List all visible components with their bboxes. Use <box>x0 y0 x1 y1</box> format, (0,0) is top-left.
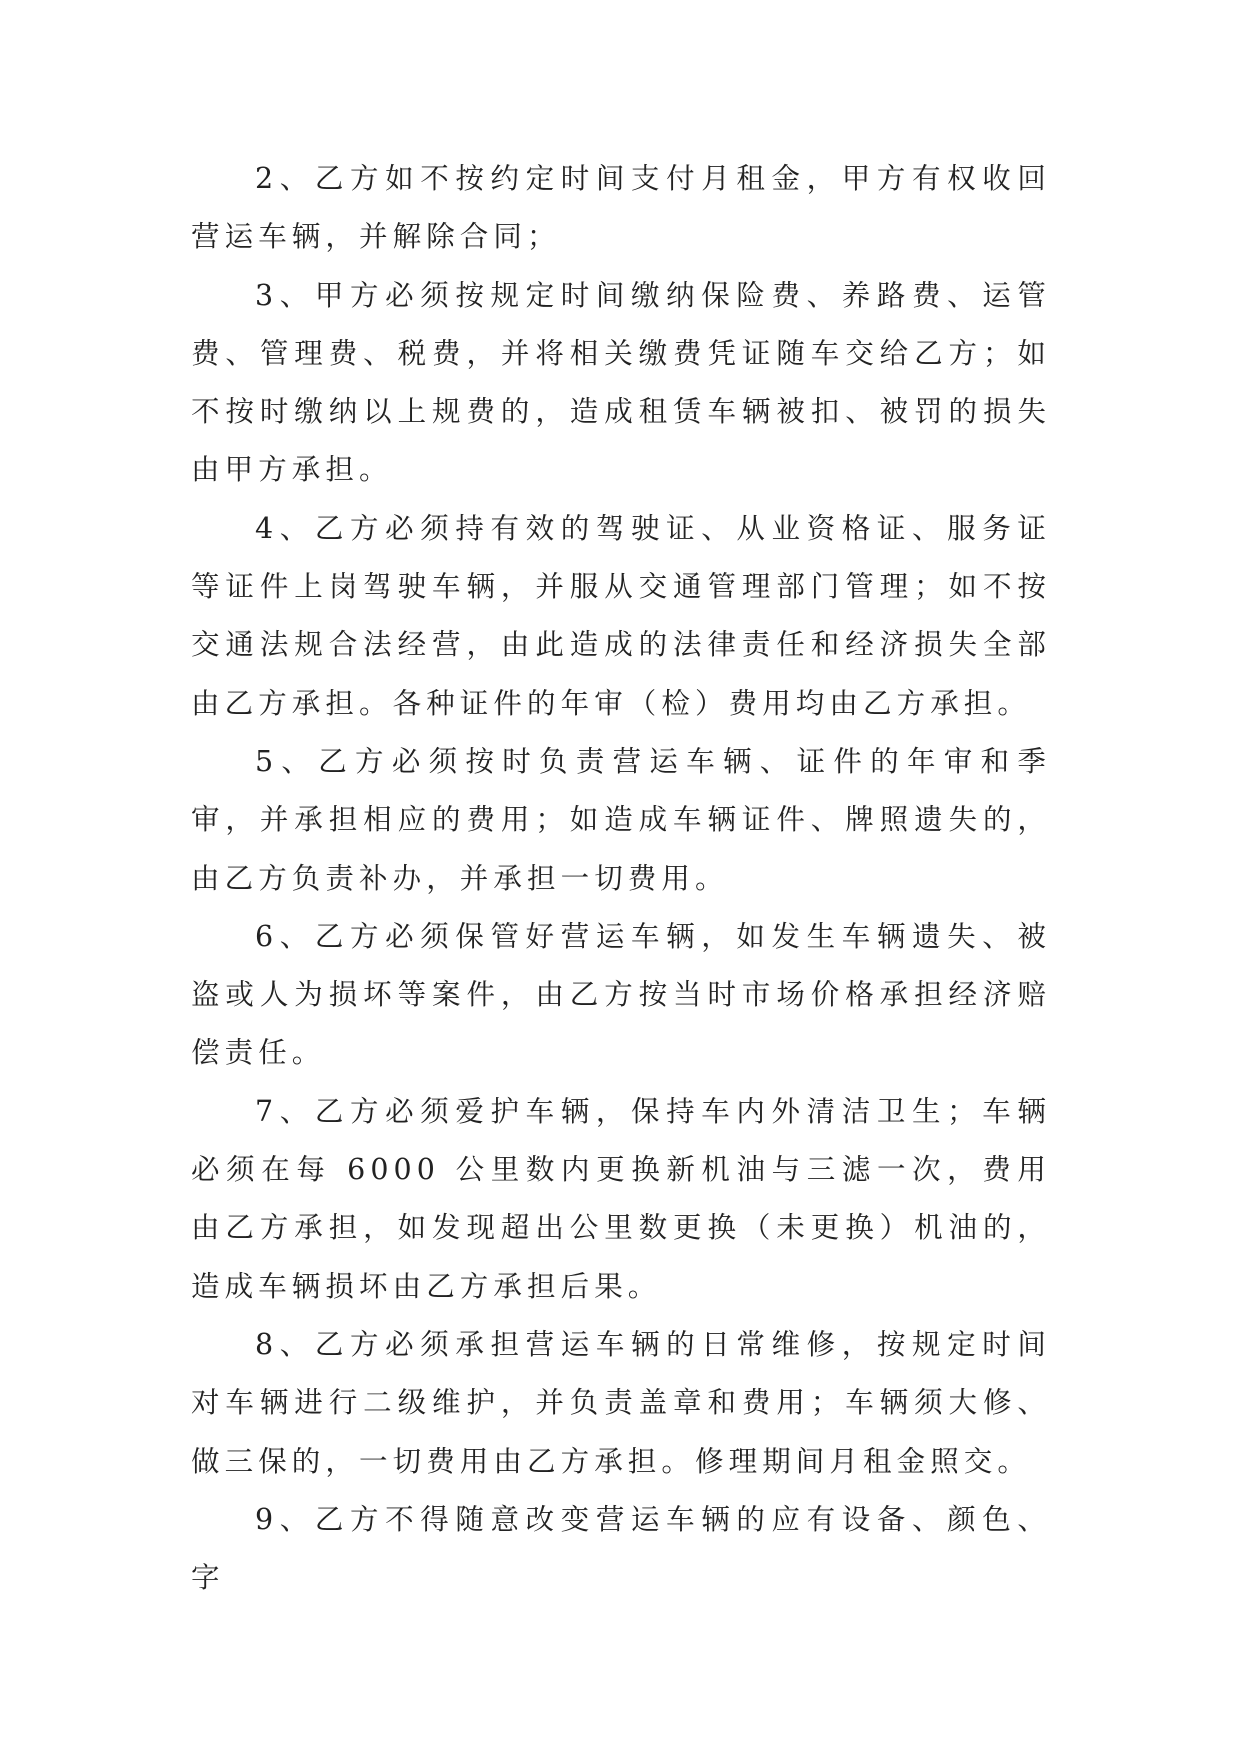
clause-4: 4、乙方必须持有效的驾驶证、从业资格证、服务证等证件上岗驾驶车辆，并服从交通管理部门管理；如不按交通法规合法经营，由此造成的法律责任和经济损失全部由乙方承担。各种证件的年审（检）费用均由乙方承担。 <box>191 511 1051 720</box>
clause-9: 9、乙方不得随意改变营运车辆的应有设备、颜色、字 <box>191 1502 1051 1595</box>
clause-7: 7、乙方必须爱护车辆，保持车内外清洁卫生；车辆必须在每 6000 公里数内更换新机油与三滤一次，费用由乙方承担，如发现超出公里数更换（未更换）机油的，造成车辆损坏由乙方承担后果。 <box>191 1094 1051 1303</box>
document-body <box>191 150 1051 1607</box>
clause-2: 2、乙方如不按约定时间支付月租金，甲方有权收回营运车辆，并解除合同； <box>191 162 1051 254</box>
clause-6: 6、乙方必须保管好营运车辆，如发生车辆遗失、被盗或人为损坏等案件，由乙方按当时市场价格承担经济赔偿责任。 <box>191 919 1051 1070</box>
clause-5: 5、乙方必须按时负责营运车辆、证件的年审和季审，并承担相应的费用；如造成车辆证件、牌照遗失的，由乙方负责补办，并承担一切费用。 <box>191 744 1051 895</box>
clause-3: 3、甲方必须按规定时间缴纳保险费、养路费、运管费、管理费、税费，并将相关缴费凭证随车交给乙方；如不按时缴纳以上规费的，造成租赁车辆被扣、被罚的损失由甲方承担。 <box>191 278 1051 487</box>
clause-8: 8、乙方必须承担营运车辆的日常维修，按规定时间对车辆进行二级维护，并负责盖章和费用；车辆须大修、做三保的，一切费用由乙方承担。修理期间月租金照交。 <box>191 1327 1051 1478</box>
